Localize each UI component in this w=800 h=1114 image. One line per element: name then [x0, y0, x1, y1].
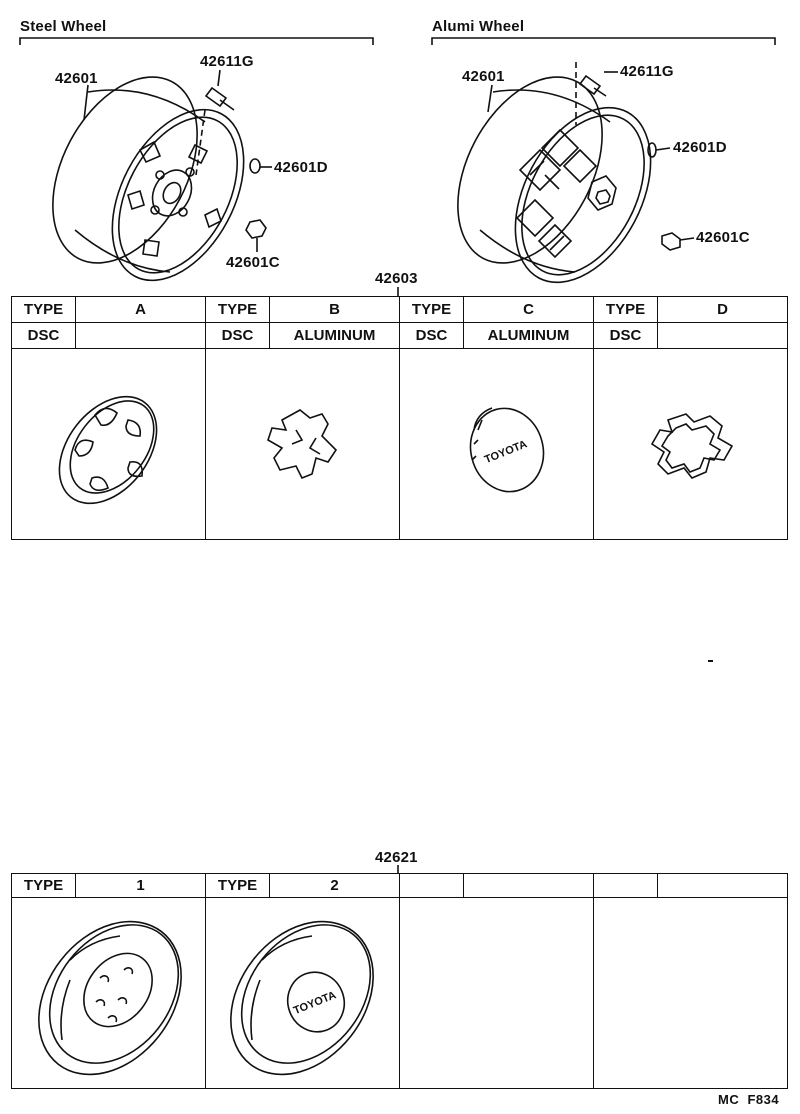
steel-nut-drawing — [246, 220, 266, 252]
cover-type-label-1: TYPE — [12, 874, 76, 898]
type-value-d: D — [658, 297, 788, 323]
callout-alumi-wheel: 42601 — [462, 68, 505, 85]
cap-a-cell — [12, 349, 206, 540]
alumi-nut-drawing — [662, 233, 694, 250]
steel-bracket-line — [20, 38, 373, 45]
steel-wheel-title: Steel Wheel — [20, 18, 107, 35]
alumi-wheel-leader — [488, 85, 492, 112]
dsc-value-c: ALUMINUM — [464, 323, 594, 349]
type-label-c: TYPE — [400, 297, 464, 323]
cap-b-cell — [206, 349, 400, 540]
callout-alumi-nut: 42601C — [696, 229, 750, 246]
steel-bolt-leader — [218, 70, 220, 86]
table-42621 — [11, 873, 788, 1089]
cover-4-cell — [594, 898, 788, 1089]
dsc-label-d: DSC — [594, 323, 658, 349]
dsc-label-b: DSC — [206, 323, 270, 349]
part-number-42603: 42603 — [375, 270, 418, 287]
callout-steel-bolt: 42611G — [200, 53, 254, 70]
alumi-wheel-title: Alumi Wheel — [432, 18, 525, 35]
cover-type-value-4 — [658, 874, 788, 898]
callout-steel-wheel: 42601 — [55, 70, 98, 87]
type-value-b: B — [270, 297, 400, 323]
callout-steel-valve: 42601D — [274, 159, 328, 176]
cap-d-cell — [594, 349, 788, 540]
dsc-value-d — [658, 323, 788, 349]
alumi-bracket-line — [432, 38, 775, 45]
callout-alumi-bolt: 42611G — [620, 63, 674, 80]
cover-2-cell — [206, 898, 400, 1089]
cover-type-value-1: 1 — [76, 874, 206, 898]
type-value-a: A — [76, 297, 206, 323]
dsc-label-c: DSC — [400, 323, 464, 349]
type-label-b: TYPE — [206, 297, 270, 323]
footer-code: MC F834 — [718, 1092, 780, 1107]
cap-c-logo: TOYOTA — [482, 438, 529, 467]
dsc-value-a — [76, 323, 206, 349]
type-value-c: C — [464, 297, 594, 323]
steel-valve-drawing — [250, 159, 272, 173]
part-number-42621: 42621 — [375, 849, 418, 866]
type-label-a: TYPE — [12, 297, 76, 323]
cover-1-cell — [12, 898, 206, 1089]
cover-3-cell — [400, 898, 594, 1089]
callout-steel-nut: 42601C — [226, 254, 280, 271]
cover-type-label-4 — [594, 874, 658, 898]
dsc-label-a: DSC — [12, 323, 76, 349]
table-42603 — [11, 296, 788, 540]
alumi-wheel-drawing — [428, 53, 678, 306]
cover-type-label-2: TYPE — [206, 874, 270, 898]
cover-2-logo: TOYOTA — [291, 989, 338, 1018]
type-label-d: TYPE — [594, 297, 658, 323]
cover-type-value-3 — [464, 874, 594, 898]
cover-type-value-2: 2 — [270, 874, 400, 898]
stray-mark — [708, 660, 713, 662]
dsc-value-b: ALUMINUM — [270, 323, 400, 349]
cap-c-cell — [400, 349, 594, 540]
alumi-valve-drawing — [648, 143, 670, 157]
callout-alumi-valve: 42601D — [673, 139, 727, 156]
cover-type-label-3 — [400, 874, 464, 898]
